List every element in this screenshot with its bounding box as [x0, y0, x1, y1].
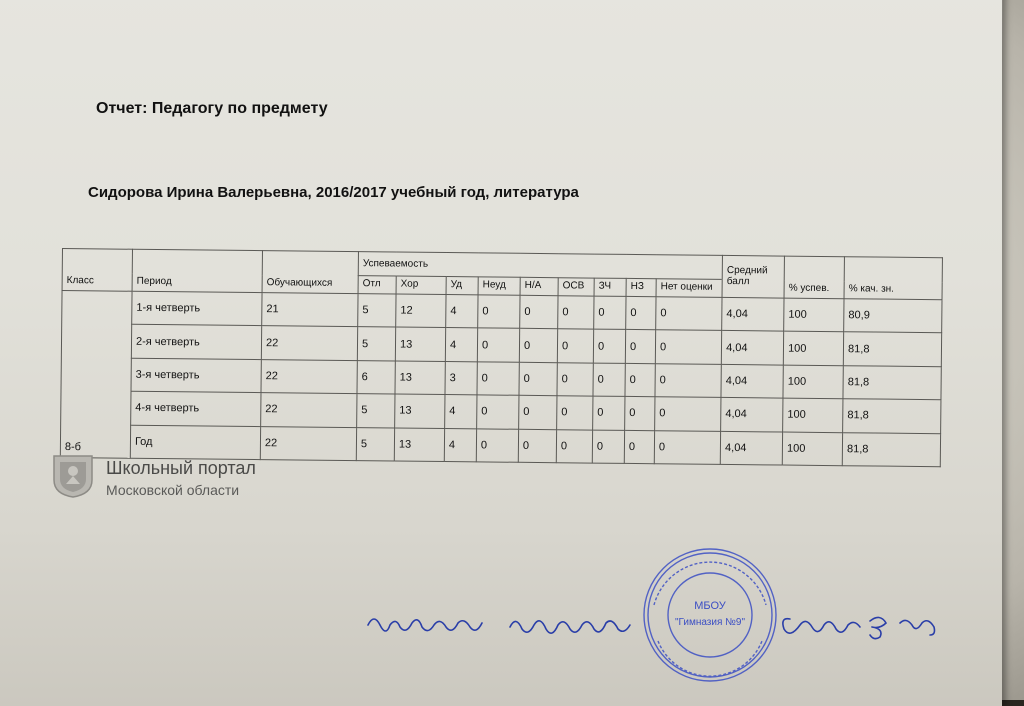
na-cell: 0 [519, 362, 557, 396]
osv-cell: 0 [557, 362, 593, 396]
avg-cell: 4,04 [721, 331, 783, 365]
neud-cell: 0 [476, 428, 518, 462]
header-hor: Хор [396, 276, 446, 295]
header-period: Период [132, 249, 262, 292]
otl-cell: 5 [357, 394, 395, 428]
header-ud: Уд [446, 277, 478, 295]
report-subtitle: Сидорова Ирина Валерьевна, 2016/2017 учебный год, литература [88, 184, 579, 201]
na-cell: 0 [519, 395, 557, 429]
osv-cell: 0 [558, 296, 594, 330]
portal-name: Школьный портал [106, 458, 256, 478]
pct-success-cell: 100 [783, 331, 843, 365]
avg-cell: 4,04 [720, 431, 782, 465]
neud-cell: 0 [477, 328, 519, 362]
nz-cell: 0 [625, 397, 655, 431]
portal-region: Московской области [106, 482, 240, 498]
hor-cell: 13 [394, 428, 444, 462]
header-students: Обучающихся [262, 251, 358, 294]
header-no-grade: Нет оценки [656, 279, 722, 298]
coat-of-arms-icon [52, 454, 94, 498]
pct-quality-cell: 80,9 [844, 299, 942, 333]
pct-quality-cell: 81,8 [843, 365, 941, 399]
header-pct-quality: % кач. зн. [844, 257, 942, 300]
avg-cell: 4,04 [721, 364, 783, 398]
osv-cell: 0 [556, 429, 592, 463]
period-cell: 3-я четверть [131, 358, 261, 393]
header-performance-group: Успеваемость [358, 252, 722, 280]
official-stamp [640, 545, 780, 685]
otl-cell: 5 [358, 294, 396, 328]
header-otl: Отл [358, 276, 396, 294]
avg-cell: 4,04 [722, 297, 784, 331]
pct-quality-cell: 81,8 [843, 399, 941, 433]
neud-cell: 0 [477, 395, 519, 429]
nz-cell: 0 [625, 330, 655, 364]
na-cell: 0 [519, 329, 557, 363]
zch-cell: 0 [592, 430, 624, 464]
header-osv: ОСВ [558, 278, 594, 296]
no-grade-cell: 0 [655, 397, 721, 431]
otl-cell: 6 [357, 360, 395, 394]
period-cell: Год [130, 425, 260, 460]
hor-cell: 13 [395, 327, 445, 361]
grades-table [60, 248, 943, 467]
zch-cell: 0 [593, 329, 625, 363]
pct-success-cell: 100 [782, 432, 842, 466]
pct-success-cell: 100 [783, 365, 843, 399]
neud-cell: 0 [477, 362, 519, 396]
period-cell: 4-я четверть [131, 391, 261, 426]
period-cell: 2-я четверть [131, 325, 261, 360]
ud-cell: 4 [446, 295, 478, 329]
stamp-name: "Гимназия №9" [674, 617, 746, 628]
nz-cell: 0 [625, 363, 655, 397]
students-cell: 22 [261, 359, 357, 393]
hor-cell: 12 [396, 294, 446, 328]
pct-success-cell: 100 [784, 298, 844, 332]
portal-branding [52, 452, 292, 500]
students-cell: 22 [261, 326, 357, 360]
pct-quality-cell: 81,8 [842, 432, 940, 466]
zch-cell: 0 [593, 363, 625, 397]
pct-success-cell: 100 [783, 398, 843, 432]
hor-cell: 13 [395, 394, 445, 428]
ud-cell: 4 [445, 395, 477, 429]
otl-cell: 5 [357, 327, 395, 361]
no-grade-cell: 0 [654, 430, 720, 464]
header-nz: НЗ [626, 278, 656, 296]
students-cell: 22 [261, 393, 357, 427]
ud-cell: 3 [445, 361, 477, 395]
hor-cell: 13 [395, 361, 445, 395]
header-klass: Класс [62, 249, 132, 292]
ud-cell: 4 [445, 328, 477, 362]
zch-cell: 0 [593, 396, 625, 430]
zch-cell: 0 [594, 296, 626, 330]
header-zch: ЗЧ [594, 278, 626, 296]
stamp-org: МБОУ [694, 600, 726, 612]
na-cell: 0 [520, 295, 558, 329]
students-cell: 22 [260, 426, 356, 460]
klass-cell: 8-б [60, 291, 132, 459]
nz-cell: 0 [624, 430, 654, 464]
avg-cell: 4,04 [721, 398, 783, 432]
students-cell: 21 [262, 293, 358, 327]
no-grade-cell: 0 [655, 330, 721, 364]
nz-cell: 0 [626, 296, 656, 330]
neud-cell: 0 [478, 295, 520, 329]
no-grade-cell: 0 [656, 297, 722, 331]
osv-cell: 0 [557, 396, 593, 430]
header-na: Н/А [520, 277, 558, 295]
na-cell: 0 [518, 429, 556, 463]
report-title: Отчет: Педагогу по предмету [96, 100, 328, 117]
no-grade-cell: 0 [655, 364, 721, 398]
otl-cell: 5 [356, 427, 394, 461]
header-pct-success: % успев. [784, 256, 844, 299]
pct-quality-cell: 81,8 [843, 332, 941, 366]
header-neud: Неуд [478, 277, 520, 295]
period-cell: 1-я четверть [132, 291, 262, 326]
osv-cell: 0 [557, 329, 593, 363]
header-avg: Средний балл [722, 255, 784, 298]
ud-cell: 4 [444, 428, 476, 462]
